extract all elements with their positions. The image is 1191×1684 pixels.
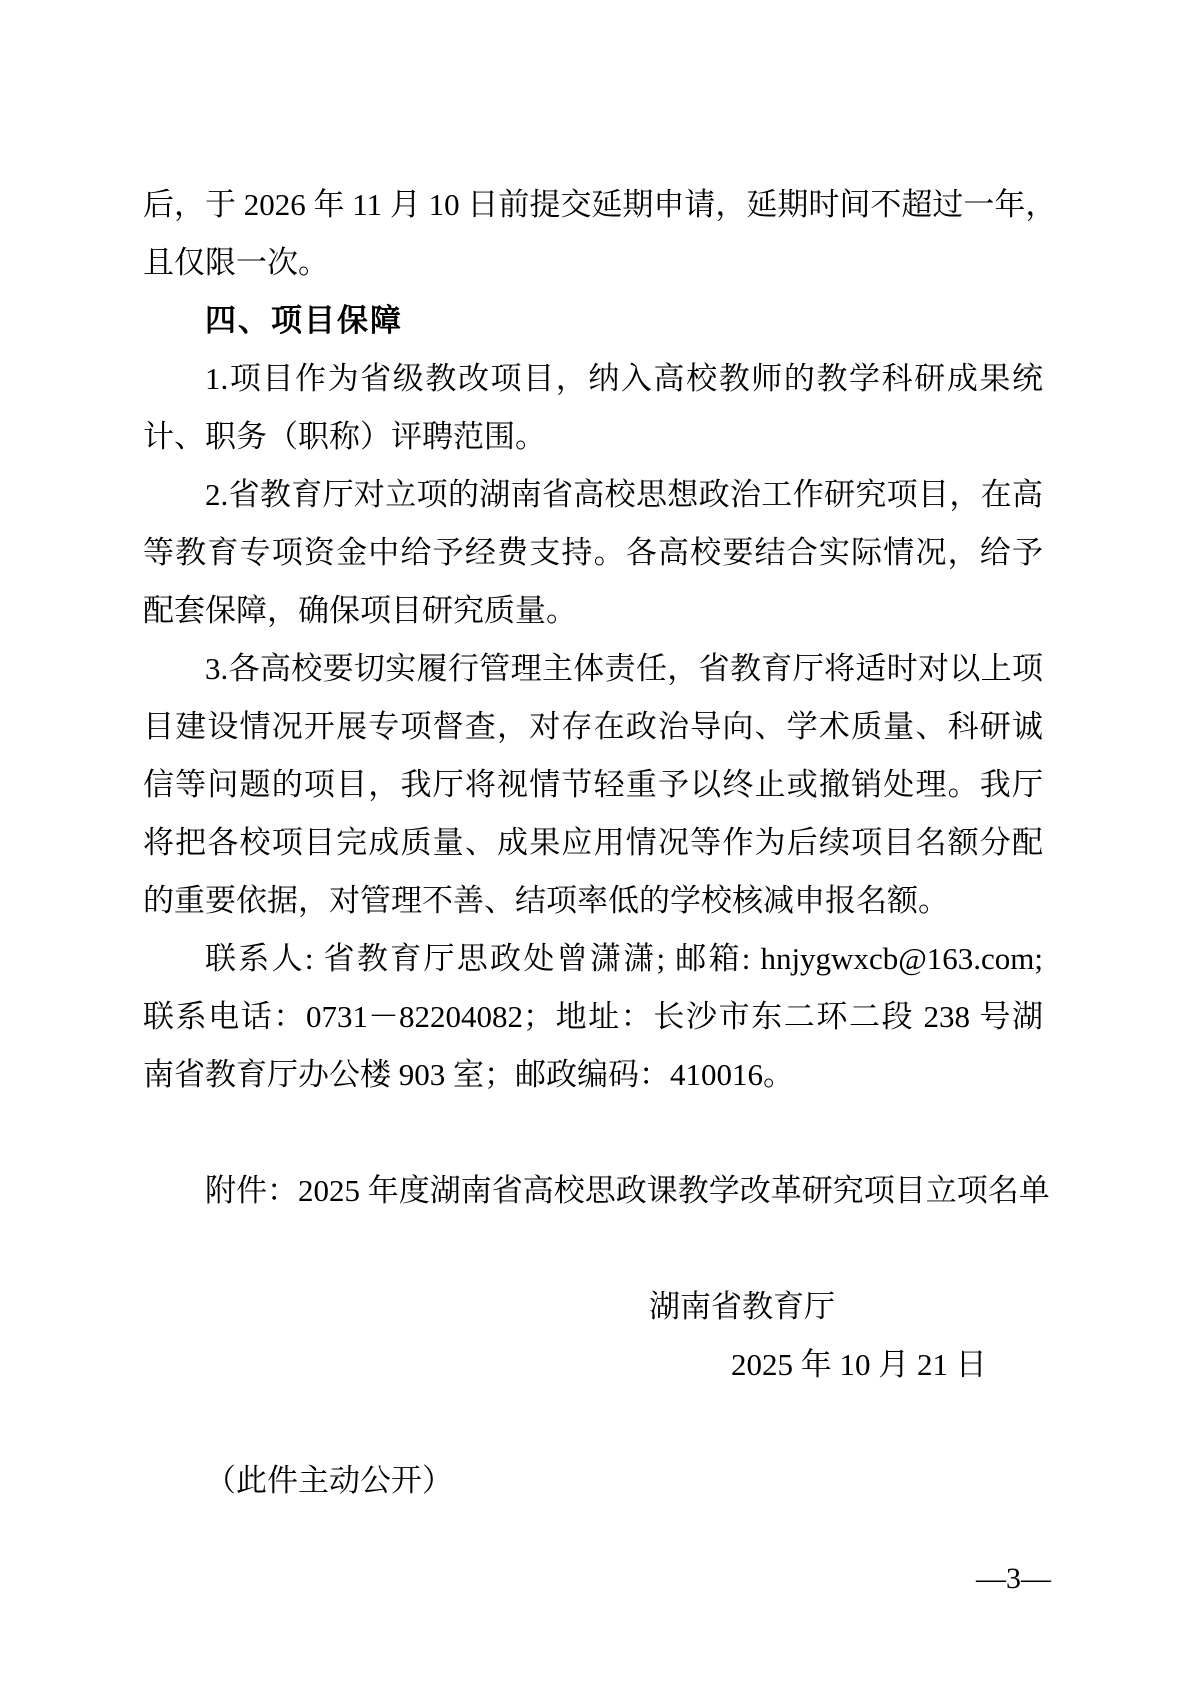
- item3-line-5: 的重要依据，对管理不善、结项率低的学校核减申报名额。: [143, 883, 949, 918]
- item3-line-3: 信等问题的项目，我厅将视情节轻重予以终止或撤销处理。我厅: [143, 767, 1043, 802]
- page-number: —3—: [976, 1562, 1051, 1595]
- issuer-signature: 湖南省教育厅: [649, 1289, 835, 1324]
- spacer: [143, 1104, 1043, 1162]
- item1-line-1: 1.项目作为省级教改项目，纳入高校教师的教学科研成果统: [205, 361, 1043, 396]
- item3-line-4: 将把各校项目完成质量、成果应用情况等作为后续项目名额分配: [143, 825, 1043, 860]
- contact-line-3: 南省教育厅办公楼 903 室；邮政编码：410016。: [143, 1057, 794, 1092]
- item2-line-2: 等教育专项资金中给予经费支持。各高校要结合实际情况，给予: [143, 535, 1043, 570]
- spacer: [143, 1394, 1043, 1452]
- item3-line-2: 目建设情况开展专项督查，对存在政治导向、学术质量、科研诚: [143, 709, 1043, 744]
- document-body: [143, 176, 1057, 1510]
- section-heading: 四、项目保障: [205, 303, 403, 338]
- item1-line-2: 计、职务（职称）评聘范围。: [143, 419, 546, 454]
- disclosure-note: （此件主动公开）: [205, 1463, 453, 1498]
- item2-line-1: 2.省教育厅对立项的湖南省高校思想政治工作研究项目，在高: [205, 477, 1043, 512]
- deadline-paragraph-line-2: 且仅限一次。: [143, 245, 329, 280]
- item2-line-3: 配套保障，确保项目研究质量。: [143, 593, 577, 628]
- contact-line-1: 联系人: 省教育厅思政处曾潇潇; 邮箱: hnjygwxcb@163.com;: [205, 941, 1043, 976]
- issue-date: 2025 年 10 月 21 日: [731, 1347, 987, 1382]
- attachment-line: 附件：2025 年度湖南省高校思政课教学改革研究项目立项名单: [205, 1173, 1050, 1208]
- item3-line-1: 3.各高校要切实履行管理主体责任，省教育厅将适时对以上项: [205, 651, 1043, 686]
- deadline-paragraph-line-1: 后，于 2026 年 11 月 10 日前提交延期申请，延期时间不超过一年，: [143, 187, 1057, 222]
- contact-line-2: 联系电话：0731－82204082；地址：长沙市东二环二段 238 号湖: [143, 999, 1043, 1034]
- spacer: [143, 1220, 1043, 1278]
